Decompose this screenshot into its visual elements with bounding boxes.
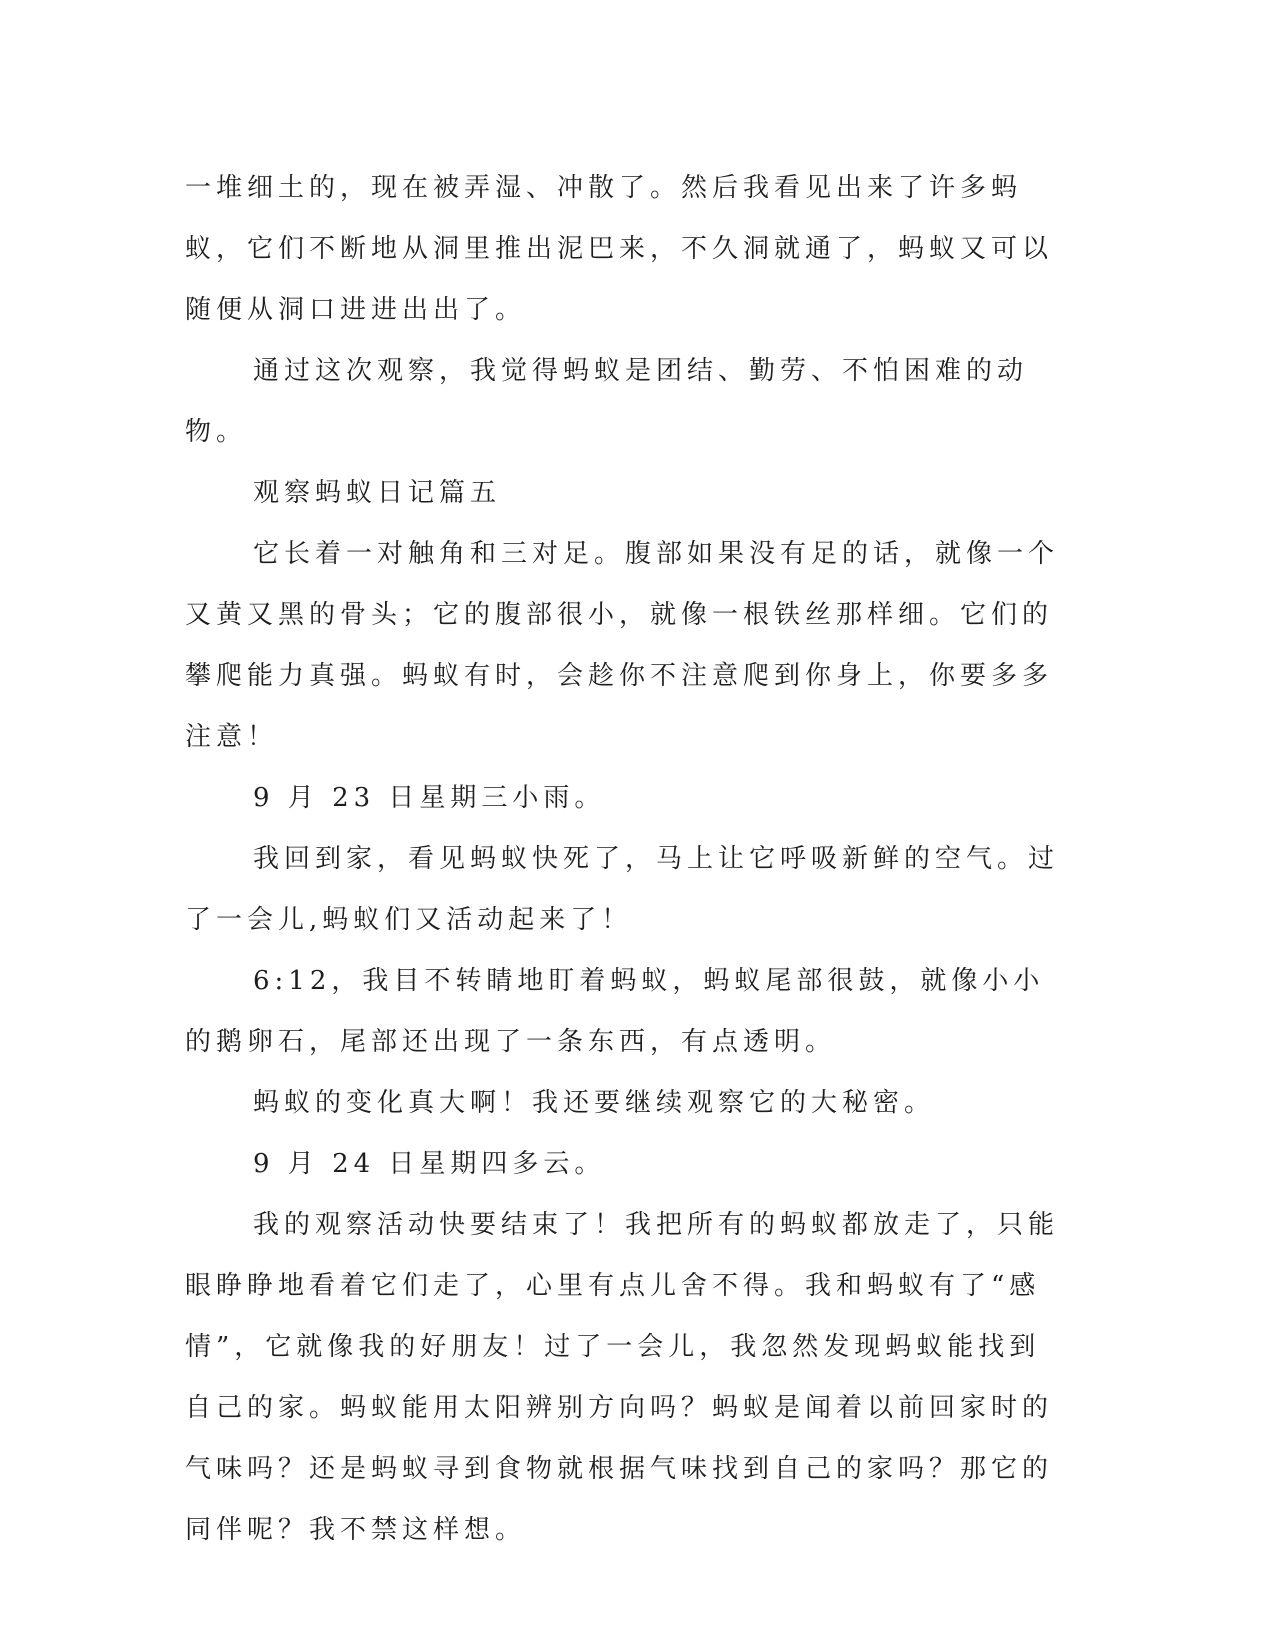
- paragraph-description: 它长着一对触角和三对足。腹部如果没有足的话，就像一个又黄又黑的骨头；它的腹部很小，就像一根铁丝那样细。它们的攀爬能力真强。蚂蚁有时，会趁你不注意爬到你身上，你要多多注意！: [185, 539, 1060, 752]
- paragraph-continued: 一堆细土的，现在被弄湿、冲散了。然后我看见出来了许多蚂蚁，它们不断地从洞里推出泥巴来，不久洞就通了，蚂蚁又可以随便从洞口进进出出了。: [185, 173, 1054, 325]
- section-heading: 观察蚂蚁日记篇五: [253, 478, 502, 508]
- diary-date-sept-24: 9 月 24 日星期四多云。: [253, 1149, 606, 1179]
- document-body: [185, 158, 1065, 1561]
- paragraph-observation-time: 6:12，我目不转睛地盯着蚂蚁，蚂蚁尾部很鼓，就像小小的鹅卵石，尾部还出现了一条东西，有点透明。: [185, 966, 1045, 1057]
- paragraph-conclusion: 通过这次观察，我觉得蚂蚁是团结、勤劳、不怕困难的动物。: [185, 356, 1029, 447]
- diary-date-sept-23: 9 月 23 日星期三小雨。: [253, 783, 606, 813]
- paragraph-sept-23: 我回到家，看见蚂蚁快死了，马上让它呼吸新鲜的空气。过了一会儿,蚂蚁们又活动起来了！: [185, 844, 1060, 935]
- paragraph-sept-24: 我的观察活动快要结束了！我把所有的蚂蚁都放走了，只能眼睁睁地看着它们走了，心里有点儿舍不得。我和蚂蚁有了“感情”，它就像我的好朋友！过了一会儿，我忽然发现蚂蚁能找到自己的家。蚂蚁能用太阳辨别方向吗？蚂蚁是闻着以前回家时的气味吗？还是蚂蚁寻到食物就根据气味找到自己的家吗？那它的同伴呢？我不禁这样想。: [185, 1210, 1060, 1545]
- paragraph-change: 蚂蚁的变化真大啊！我还要继续观察它的大秘密。: [253, 1088, 936, 1118]
